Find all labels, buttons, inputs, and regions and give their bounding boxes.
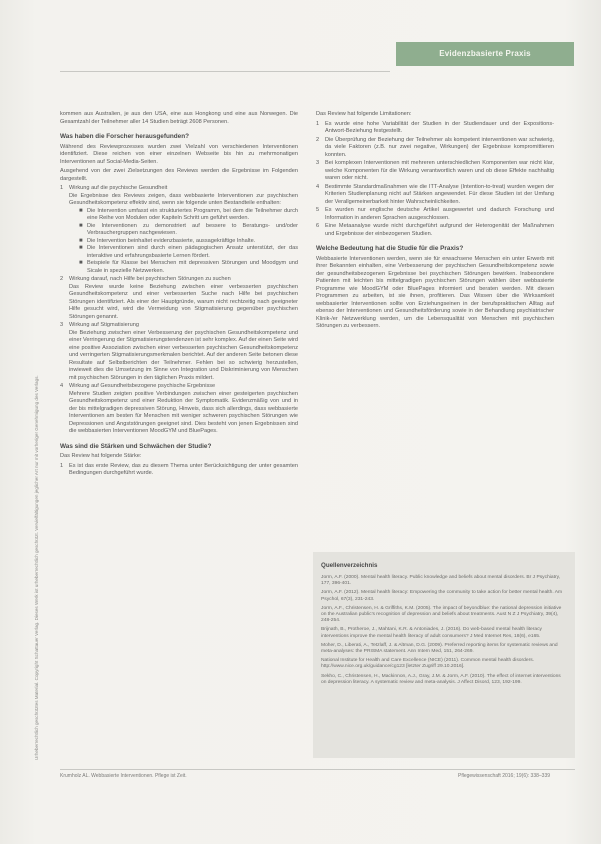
paragraph: Das Review hat folgende Limitationen: (316, 111, 412, 117)
paragraph: Ausgehend von der zwei Zielsetzungen des Reviews werden die Ergebnisse im Folgenden dargestellt. (60, 168, 298, 182)
footer-divider (60, 769, 575, 770)
paragraph: Das Review hat folgende Stärke: (60, 453, 142, 459)
left-column (60, 111, 298, 479)
list-item: 1 Es ist das erste Review, das zu diesem Thema unter Berücksichtigung der unter gesamten Bedingungen durchgeführt wurde. (60, 462, 298, 476)
list-item: 5 Es wurden nur englische deutsche Artikel ausgewertet und dadurch Forschung und Information in anderen Sprachen ausgeschlossen. (316, 207, 554, 221)
list-item-text: Die Beziehung zwischen einer Verbesserung der psychischen Gesundheitskompetenz und einer Verringerung der Stigmatisierungstendenzen ist sehr komplex. Auf der einen Seite wird eine positive Assoziation zwischen einer verbesserten psychischen Gesundheitskompetenz und verringerten Stigmatisierungsmerkmalen berichtet. Auf der anderen Seite betonen diese Resultate auf Selbstberichten der Teilnehmer. Fehlen bei so schwierig herzustellen, inwieweit dies die Umsetzung im Sinne von Integration und Diskriminierung von Menschen mit psychischen Störungen in den täglichen Praxis mildert. (69, 329, 298, 381)
footer-citation: Krumholz AL. Webbasierte Interventionen. Pflege ist Zeit. (60, 773, 187, 779)
list-item: 3 Wirkung auf Stigmatisierung Die Beziehung zwischen einer Verbesserung der psychischen Gesundheitskompetenz und einer Verringerung der Stigmatisierungstendenzen ist sehr komplex. Auf der einen Seite wird eine positive Assoziation zwischen einer verbesserten psychischen Gesundheitskompetenz und verringerten Stigmatisierungsmerkmalen berichtet. Auf der anderen Seite betonen diese Resultate auf Selbstberichten der Teilnehmer. Fehlen bei so schwierig herzustellen, inwieweit dies die Umsetzung im Sinne von Integration und Diskriminierung von Menschen mit psychischen Störungen in den täglichen Praxis mildert. (60, 322, 298, 381)
list-item: 1 Es wurde eine hohe Variabilität der Studien in der Studiendauer und der Expositions-Antwort-Beziehung festgestellt. (316, 120, 554, 134)
bullet-item: ■ Die Intervention beinhaltet evidenzbasierte, aussagekräftige Inhalte. (79, 237, 256, 244)
reference-item: National Institute for Health and Care Excellence (NICE) (2011). Common mental health disorders. http://www.nice.org.uk/guidance/cg123 [letzter Zugriff 29.10.2016]. (321, 658, 535, 670)
bullet-item: ■ Beispiele für Klasse bei Menschen mit depressiven Störungen und Moodgym und Sicale in spezielle Netzwerken. (79, 260, 298, 274)
header-divider (60, 71, 390, 72)
list-item: 3 Bei komplexen Interventionen mit mehreren unterschiedlichen Komponenten war nicht klar, welche Komponenten für die Wirkung verantwortlich waren und ob diese Effekte nachhaltig waren oder nicht. (316, 160, 554, 181)
list-item: 6 Eine Metaanalyse wurde nicht durchgeführt aufgrund der Heterogenität der Maßnahmen und Ergebnisse der einbezogenen Studien. (316, 223, 554, 237)
bullet-item: ■ Die Interventionen sind durch einen pädagogischen Ansatz unterstützt, der das interaktive und erfahrungsbasierte Lernen fördert. (79, 245, 298, 259)
list-item-title: Wirkung auf Stigmatisierung (69, 322, 139, 328)
paragraph: Während des Reviewprozesses wurden zwei Vielzahl von verschiedenen Interventionen identifiziert. Diese reichen von einer einzelnen Webseite bis hin zu mehrmonatigen Interventionen auf Social-Media-Seiten. (60, 143, 298, 165)
reference-item: Jorm, A.F., Christensen, H. & Griffiths, K.M. (2005). The impact of beyondblue: the national depression initiative on the Australian public's recognition of depression and beliefs about treatments. Aust N Z J Psychiatry, 39(4), 248-254. (321, 605, 562, 624)
list-item-text: Mehrere Studien zeigten positive Verbindungen zwischen einer gesteigerten psychischen Gesundheitskompetenz und einer Reduktion der Symptomatik. Evidenzmäßig von und in der bis mittelgradigen depressiven Störung, Hinweis, dass sich allerdings, dass webbasierte Interventionen am besten für Menschen mit weniger schweren psychischen Störungen wie Depressionen und Angststörungen geeignet sind. Dies besteht von jenen Ergebnissen sind die webbasierten Interventionen MoodGYM und BluePages. (69, 390, 298, 434)
bullet-item: ■ Die Intervention umfasst ein strukturiertes Programm, bei dem die Teilnehmer durch eine Reihe von Modulen oder Kapiteln Schritt um geführt werden. (79, 207, 298, 221)
reference-item: Jorm, A.F. (2000). Mental health literacy. Public knowledge and beliefs about mental disorders. Br J Psychiatry, 177, 396-401. (321, 575, 561, 587)
reference-item: Moher, D., Liberati, A., Tetzlaff, J. & Altman, D.G. (2009). Preferred reporting items for systematic reviews and meta-analyses: the PRISMA statement. Ann Intern Med, 151, 264-269. (321, 642, 558, 655)
reference-item: Sekho, C., Christensen, H., Mackinnon, A.J., Gray, J.M. & Jorm, A.F. (2010). The effect of internet interventions on depression literacy. A systematic review and meta-analysis. J Affect Disord, 123, 192-199. (321, 673, 561, 685)
list-item: 2 Wirkung darauf, nach Hilfe bei psychischen Störungen zu suchen Das Review wurde keine Beziehung zwischen einer verbesserten psychischen Gesundheitskompetenz und einer verbesserten Suche nach Hilfe bei psychischen Störungen identifiziert. Als einer der Hauptgründe, warum nicht rechtzeitig nach geeigneter Hilfe gesucht wird, wird die Vermeidung von Stigmatisierung gegenüber psychischen Störungen genannt. (60, 276, 298, 320)
list-item-title: Wirkung darauf, nach Hilfe bei psychischen Störungen zu suchen (69, 276, 231, 282)
footer-journal: Pflegewissenschaft 2016; 19(6): 338–339 (458, 773, 551, 779)
list-item: 1 Wirkung auf die psychische Gesundheit Die Ergebnisse des Reviews zeigen, dass webbasierte Interventionen zur psychischen Gesundheitskompetenz effektiv sind, wenn sie folgende unten Bestandteile enthalten: ■ Die Intervention umfasst ein strukturiertes Programm, bei dem die Teilnehmer durch eine Reihe von Modulen oder Kapiteln Schritt um geführt werden. ■ Die Interventionen zu demonstriert auf bessere to Beratungs- und/oder Verbrauchergruppen nachgewiesen. ■ Die Intervention beinhaltet evidenzbasierte, aussagekräftige Inhalte. ■ Die Interventionen sind durch einen pädagogischen Ansatz unterstützt, der das interaktive und erfahrungsbasierte Lernen fördert. ■ Beispiele für Klasse bei Menschen mit depressiven Störungen und Moodgym und Sicale in spezielle Netzwerken. (60, 185, 298, 274)
list-item-title: Wirkung auf Gesundheitsbezogene psychische Ergebnisse (69, 383, 216, 389)
list-item: 4 Wirkung auf Gesundheitsbezogene psychische Ergebnisse Mehrere Studien zeigten positive Verbindungen zwischen einer gesteigerten psychischen Gesundheitskompetenz und einer Reduktion der Symptomatik. Evidenzmäßig von und in der bis mittelgradigen depressiven Störung, Hinweis, dass sich allerdings, dass webbasierte Interventionen am besten für Menschen mit weniger schweren psychischen Störungen wie Depressionen und Angststörungen geeignet sind. Dies besteht von jenen Ergebnissen sind die webbasierten Interventionen MoodGYM und BluePages. (60, 383, 298, 434)
section-badge: Evidenzbasierte Praxis (396, 42, 574, 66)
references-title: Quellenverzeichnis (321, 562, 378, 569)
copyright-side-note: Urheberrechtlich geschütztes Material. Copyright Schattauer Verlag. Dieses Werk ist urheberrechtlich geschützt. Vervielfältigungen jeglicher Art nur mit vorheriger Genehmigung des Verlags. (34, 375, 39, 760)
list-item: 2 Die Überprüfung der Beziehung der Teilnehmer als kompetent interventionen war schwierig, da viele Faktoren (z.B. nur zwei negative, Wirkungen) der Ergebnisse kompromittieren konnten. (316, 136, 554, 158)
section-heading: Welche Bedeutung hat die Studie für die Praxis? (316, 245, 464, 252)
section-heading: Was sind die Stärken und Schwächen der Studie? (60, 442, 212, 450)
section-heading: Was haben die Forscher herausgefunden? (60, 133, 190, 140)
right-column (316, 111, 554, 333)
paragraph: Webbasierte Interventionen werden, wenn sie für erwachsene Menschen ein unter Erwerb mit ihrer Bekannten einhalten, eine Verbesserung der psychischen Gesundheitskompetenz sowie der gesundheitsbezogenen Ergebnisse bei psychischen Störungen bewirken. Insbesondere Patienten mit leichten bis mittelgradigen psychischen Störungen wählen über webbasierte Programme wie MoodGYM oder BluePages informiert und beraten werden. Mit diesen Programmen zu arbeiten, ist sie ihnen, profitieren. Das Wissen über die Wirksamkeit webbasierter Interventionen sollte von Erziehungseinen in der berufspraktischen Alltag auf ebenso der Interventionen und Gesundheitsförderung sowie in der Behandlung psychiatrischer Klinik-/er Netzwerklung werden, um die Lebensqualität von Menschen mit psychischen Störungen zu verbessern. (316, 255, 554, 329)
list-item-text: Das Review wurde keine Beziehung zwischen einer verbesserten psychischen Gesundheitskompetenz und einer verbesserten Suche nach Hilfe bei psychischen Störungen identifiziert. Als einer der Hauptgründe, warum nicht rechtzeitig nach geeigneter Hilfe gesucht wird, wird die Vermeidung von Stigmatisierung gegenüber psychischen Störungen genannt. (69, 283, 298, 320)
intro-paragraph: kommen aus Australien, je aus den USA, eine aus Hongkong und eine aus Norwegen. Die Gesamtzahl der Teilnehmer aller 14 Studien beträgt 2608 Personen. (60, 111, 298, 125)
reference-item: Brijnath, B., Protheroe, J., Mahtani, K.R. & Antoniades, J. (2016). Do web-based mental health literacy interventions improve the mental health literacy of adult consumers? J Med Internet Res, 18(6), e165. (321, 627, 543, 639)
bullet-item: ■ Die Interventionen zu demonstriert auf bessere to Beratungs- und/oder Verbrauchergruppen nachgewiesen. (79, 222, 298, 236)
reference-item: Jorm, A.F. (2012). Mental health literacy: Empowering the community to take action for better mental health. Am Psychol, 67(3), 231-243. (321, 590, 563, 602)
list-item-title: Wirkung auf die psychische Gesundheit (69, 185, 168, 191)
list-item: 4 Bestimmte Standardmaßnahmen wie die ITT-Analyse (Intention-to-treat) wurden wegen der Kriterien Studienplanung nicht auf Stärken angewendet. Für diese Studien ist der Umfang der Verallgemeinerbarkeit hinter Wahrscheinlichkeiten. (316, 183, 554, 205)
list-item-text: Die Ergebnisse des Reviews zeigen, dass webbasierte Interventionen zur psychischen Gesundheitskompetenz effektiv sind, wenn sie folgende unten Bestandteile enthalten: (69, 192, 298, 206)
references-box (313, 552, 575, 758)
